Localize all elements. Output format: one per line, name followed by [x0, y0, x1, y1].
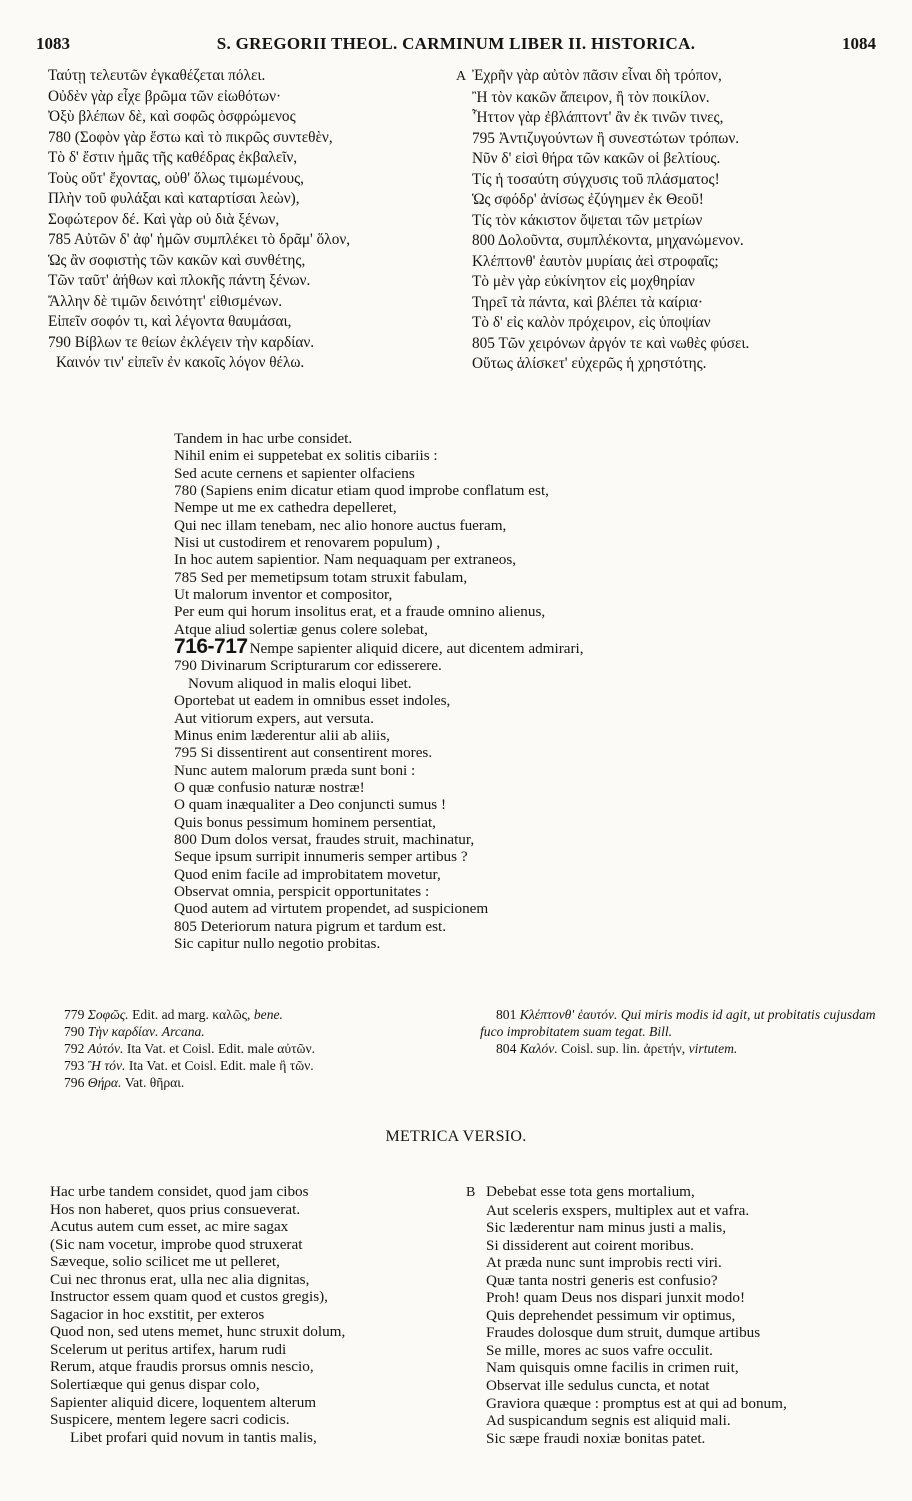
greek-line: Ταύτῃ τελευτῶν ἐγκαθέζεται πόλει. — [48, 67, 266, 84]
greek-text-right-column — [456, 66, 876, 375]
latin-line-text: Atque aliud solertiæ genus colere solebat, — [174, 620, 428, 638]
column-marker-b: B — [466, 1185, 476, 1200]
verse-line — [466, 1219, 896, 1237]
verse-line-text: Quæ tanta nostri generis est confusio? — [486, 1271, 718, 1289]
verse-line — [466, 1237, 896, 1255]
footnote-text: Qui miris modis id agit, ut probitatis cujusdam fuco improbitatem suam tegat. — [480, 1007, 876, 1039]
running-header — [36, 34, 876, 56]
latin-line-text: Sed acute cernens et sapienter olfaciens — [174, 464, 415, 482]
verse-line-text: Proh! quam Deus nos dispari junxit modo! — [486, 1289, 746, 1307]
footnote-number: 792 — [64, 1041, 85, 1056]
greek-line — [456, 272, 876, 293]
greek-line: Τῶν ταῦτ' ἀήθων καὶ πλοκῆς πάντη ξένων. — [48, 272, 311, 289]
latin-line — [174, 831, 814, 848]
footnote-text: Coisl. sup. lin. ἀρετήν, — [561, 1041, 686, 1056]
latin-line — [174, 762, 814, 779]
footnote-number: 796 — [64, 1075, 85, 1090]
verse-line: Instructor essem quam quod et custos gregis), — [50, 1288, 328, 1306]
footnote — [64, 1074, 476, 1091]
verse-line: Hos non haberet, quos prius consueverat. — [50, 1200, 301, 1218]
verse-line-text: Se mille, mores ac suos vafre occulit. — [486, 1341, 713, 1359]
greek-line-text: Τηρεῖ τὰ πάντα, καὶ βλέπει τὰ καίρια· — [472, 293, 704, 311]
verse-line: Sagacior in hoc exstitit, per exteros — [50, 1305, 265, 1323]
latin-line-text: 785 Sed per memetipsum totam struxit fabulam, — [174, 568, 468, 586]
footnote-text: Edit. ad marg. καλῶς, — [132, 1007, 251, 1022]
latin-line — [174, 603, 814, 620]
greek-line — [456, 108, 876, 129]
latin-line — [174, 517, 814, 534]
greek-line — [456, 231, 876, 252]
latin-line — [174, 569, 814, 586]
greek-line — [456, 129, 876, 150]
page-number-left: 1083 — [36, 34, 70, 53]
footnote-text: Ita Vat. et Coisl. Edit. male αὐτῶν. — [126, 1041, 316, 1056]
verse-line — [466, 1202, 896, 1220]
latin-line — [174, 918, 814, 935]
footnotes-right — [480, 1006, 900, 1057]
footnote-tail: bene. — [253, 1007, 283, 1022]
latin-line-text: Aut vitiorum expers, aut versuta. — [174, 709, 374, 727]
latin-line-text: Nihil enim ei suppetebat ex solitis cibariis : — [174, 447, 438, 465]
footnote — [64, 1006, 476, 1023]
greek-line — [456, 66, 876, 88]
footnote-lemma: Σοφῶς. — [87, 1007, 129, 1022]
latin-line-text: 800 Dum dolos versat, fraudes struit, machinatur, — [174, 830, 475, 848]
verse-line-text: Nam quisquis omne facilis in crimen ruit, — [486, 1359, 739, 1377]
latin-line-text: Quis bonus pessimum hominem persentiat, — [174, 813, 436, 831]
verse-line-text: Ad suspicandum segnis est aliquid mali. — [486, 1412, 731, 1430]
greek-line — [456, 149, 876, 170]
verse-line: Libet profari quid novum in tantis malis, — [70, 1428, 317, 1446]
latin-line-text: Quod autem ad virtutem propendet, ad suspicionem — [174, 900, 489, 918]
greek-line-text: Ἢ τὸν κακῶν ἄπειρον, ἢ τὸν ποικίλον. — [472, 88, 710, 106]
metrical-version-right-column — [466, 1183, 896, 1447]
greek-line-text: Τὸ δ' εἰς καλὸν πρόχειρον, εἰς ὑποψίαν — [472, 314, 711, 331]
latin-line — [174, 482, 814, 499]
latin-line-text: Nisi ut custodirem et renovarem populum) , — [174, 534, 441, 552]
latin-line — [174, 499, 814, 516]
verse-line: (Sic nam vocetur, improbe quod struxerat — [50, 1235, 303, 1253]
latin-line — [174, 710, 814, 727]
column-marker-a: A — [456, 69, 467, 84]
latin-line-text: 795 Si dissentirent aut consentirent mores. — [174, 744, 433, 762]
latin-line-text: Nempe ut me ex cathedra depelleret, — [174, 499, 397, 517]
footnote-tail: Arcana. — [161, 1024, 205, 1039]
verse-line: Solertiæque qui genus dispar colo, — [50, 1376, 260, 1394]
greek-line-text: Νῦν δ' εἰσὶ θήρα τῶν κακῶν οἱ βελτίους. — [472, 150, 721, 167]
latin-line — [174, 551, 814, 568]
latin-line-text: Ut malorum inventor et compositor, — [174, 586, 393, 604]
latin-line — [174, 900, 814, 917]
footnote — [64, 1057, 476, 1074]
latin-line-text: Novum aliquod in malis eloqui libet. — [188, 674, 412, 692]
latin-line-text: Seque ipsum surripit innumeris semper artibus ? — [174, 848, 468, 866]
greek-line-text: Οὕτως ἁλίσκετ' εὐχερῶς ἡ χρηστότης. — [472, 355, 707, 372]
greek-line-text: Ἧττον γὰρ ἐβλάπτοντ' ἂν ἐκ τινῶν τινες, — [472, 109, 724, 126]
latin-line-text: 780 (Sapiens enim dicatur etiam quod improbe conflatum est, — [174, 482, 549, 500]
greek-line — [456, 88, 876, 109]
greek-line: 785 Αὐτῶν δ' ἀφ' ἡμῶν συμπλέκει τὸ δρᾶμ' ὅλον, — [48, 231, 351, 248]
column-numbers: 716-717 — [174, 635, 248, 659]
latin-line-text: Sic capitur nullo negotio probitas. — [174, 934, 381, 952]
latin-line — [174, 675, 814, 692]
footnote-tail: Bill. — [649, 1024, 673, 1039]
greek-line — [456, 190, 876, 211]
footnote-number: 790 — [64, 1024, 85, 1039]
greek-line-text: Ὡς σφόδρ' ἀνίσως ἐζύγημεν ἐκ Θεοῦ! — [472, 191, 704, 208]
verse-line-text: Observat ille sedulus cuncta, et notat — [486, 1377, 710, 1395]
greek-line-text: Ἐχρῆν γὰρ αὐτὸν πᾶσιν εἶναι δὴ τρόπον, — [472, 67, 722, 84]
latin-line — [174, 935, 814, 952]
latin-line — [174, 866, 814, 883]
latin-line-text: 805 Deteriorum natura pigrum et tardum est. — [174, 917, 447, 935]
latin-line — [174, 621, 814, 638]
latin-line-text: Quod enim facile ad improbitatem movetur, — [174, 865, 441, 883]
footnote — [64, 1040, 476, 1057]
verse-line-text: Aut sceleris exspers, multiplex aut et vafra. — [486, 1201, 750, 1219]
latin-line-text: Observat omnia, perspicit opportunitates : — [174, 882, 430, 900]
footnote-lemma: Καλόν. — [519, 1041, 558, 1056]
latin-line-text: O quæ confusio naturæ nostræ! — [174, 778, 365, 796]
verse-line — [466, 1377, 896, 1395]
footnote — [480, 1040, 900, 1057]
verse-line — [466, 1289, 896, 1307]
verse-line-text: At præda nunc sunt improbis recti viri. — [486, 1254, 722, 1272]
verse-line — [466, 1307, 896, 1325]
greek-line-text: 800 Δολοῦντα, συμπλέκοντα, μηχανώμενον. — [472, 232, 744, 249]
verse-line: Sæveque, solio scilicet me ut pelleret, — [50, 1253, 280, 1271]
latin-line-text: Qui nec illam tenebam, nec alio honore auctus fueram, — [174, 516, 507, 534]
greek-line: 790 Βίβλων τε θείων ἐκλέγειν τὴν καρδίαν. — [48, 333, 315, 351]
greek-line: Οὐδὲν γὰρ εἶχε βρῶμα τῶν εἰωθότων· — [48, 87, 282, 105]
verse-line: Cui nec thronus erat, ulla nec alia dignitas, — [50, 1270, 310, 1288]
verse-line — [466, 1324, 896, 1342]
footnote-lemma: Ἢ τόν. — [87, 1058, 126, 1073]
greek-line: Ὀξὺ βλέπων δὲ, καὶ σοφῶς ὀσφρώμενος — [48, 108, 296, 125]
greek-line: 780 (Σοφὸν γὰρ ἔστω καὶ τὸ πικρῶς συντεθὲν, — [48, 128, 333, 146]
verse-line — [466, 1395, 896, 1413]
footnote-lemma: Θήρα. — [87, 1075, 122, 1090]
latin-line — [174, 635, 814, 659]
greek-line: Ἄλλην δὲ τιμῶν δεινότητ' εἰθισμένων. — [48, 292, 283, 310]
verse-line: Quod non, sed utens memet, hunc struxit dolum, — [50, 1323, 346, 1341]
greek-line — [456, 313, 876, 334]
latin-line-text: Minus enim læderentur alii ab aliis, — [174, 726, 390, 744]
latin-line — [174, 534, 814, 551]
latin-prose-translation — [174, 430, 814, 952]
greek-line: Σοφώτερον δέ. Καὶ γὰρ οὐ διὰ ξένων, — [48, 210, 280, 228]
footnote-number: 779 — [64, 1007, 85, 1022]
verse-line — [466, 1272, 896, 1290]
verse-line — [466, 1183, 896, 1202]
latin-line — [174, 657, 814, 674]
verse-line: Hac urbe tandem considet, quod jam cibos — [50, 1183, 309, 1200]
verse-line-text: Fraudes dolosque dum struit, dumque artibus — [486, 1324, 761, 1342]
verse-line-text: Sic læderentur nam minus justi a malis, — [486, 1219, 727, 1237]
latin-line — [174, 447, 814, 464]
greek-text-left-column — [48, 66, 458, 374]
latin-line-text: Nempe sapienter aliquid dicere, aut dicentem admirari, — [249, 640, 584, 658]
footnote-number: 793 — [64, 1058, 85, 1073]
latin-line-text: Tandem in hac urbe considet. — [174, 430, 353, 447]
footnote — [64, 1023, 476, 1040]
verse-line: Suspicere, mentem legere sacri codicis. — [50, 1411, 290, 1429]
greek-line — [456, 252, 876, 273]
verse-line — [466, 1342, 896, 1360]
verse-line-text: Graviora quæque : promptus est at qui ad bonum, — [486, 1394, 787, 1412]
footnote-lemma: Τὴν καρδίαν. — [87, 1024, 159, 1039]
verse-line — [466, 1254, 896, 1272]
greek-line: Εἰπεῖν σοφόν τι, καὶ λέγοντα θαυμάσαι, — [48, 313, 292, 330]
latin-line — [174, 814, 814, 831]
metrical-version-left-column — [50, 1183, 470, 1446]
verse-line-text: Quis deprehendet pessimum vir optimus, — [486, 1306, 736, 1324]
verse-line: Scelerum ut peritus artifex, harum rudi — [50, 1340, 287, 1358]
footnote — [480, 1006, 900, 1040]
latin-line — [174, 848, 814, 865]
latin-line — [174, 744, 814, 761]
greek-line: Πλὴν τοῦ φυλάξαι καὶ καταρτίσαι λεὼν), — [48, 190, 300, 207]
greek-line: Καινόν τιν' εἰπεῖν ἐν κακοῖς λόγον θέλω. — [56, 354, 305, 371]
greek-line — [456, 170, 876, 191]
footnote-lemma: Αὐτόν. — [87, 1041, 124, 1056]
latin-line — [174, 779, 814, 796]
latin-line-text: 790 Divinarum Scripturarum cor edisserere. — [174, 657, 442, 675]
latin-line — [174, 586, 814, 603]
greek-line — [456, 293, 876, 314]
verse-line-text: Debebat esse tota gens mortalium, — [486, 1183, 695, 1200]
footnote-text: Ita Vat. et Coisl. Edit. male ἢ τῶν. — [128, 1058, 314, 1073]
latin-line-text: Oportebat ut eadem in omnibus esset indoles, — [174, 692, 451, 710]
greek-line — [456, 354, 876, 375]
verse-line-text: Si dissiderent aut coirent moribus. — [486, 1236, 694, 1254]
footnote-number: 804 — [496, 1041, 517, 1056]
greek-line-text: 795 Ἀντιζυγούντων ἢ συνεστώτων τρόπων. — [472, 129, 740, 147]
latin-line — [174, 692, 814, 709]
greek-line-text: Κλέπτονθ' ἑαυτὸν μυρίαις ἀεὶ στροφαῖς; — [472, 252, 719, 270]
greek-line-text: Τὸ μὲν γὰρ εὐκίνητον εἰς μοχθηρίαν — [472, 273, 695, 290]
latin-line-text: In hoc autem sapientior. Nam nequaquam per extraneos, — [174, 551, 517, 569]
footnote-text: Vat. θῆραι. — [124, 1075, 185, 1090]
verse-line — [466, 1430, 896, 1448]
latin-line — [174, 465, 814, 482]
footnote-number: 801 — [496, 1007, 517, 1022]
greek-line: Ὡς ἂν σοφιστὴς τῶν κακῶν καὶ συνθέτης, — [48, 251, 306, 269]
greek-line — [456, 334, 876, 355]
latin-line — [174, 430, 814, 447]
greek-line-text: Τίς τὸν κάκιστον ὄψεται τῶν μετρίων — [472, 211, 703, 229]
latin-line — [174, 883, 814, 900]
verse-line — [466, 1359, 896, 1377]
greek-line-text: 805 Τῶν χειρόνων ἀργόν τε καὶ νωθὲς φύσει. — [472, 334, 750, 352]
greek-line — [456, 211, 876, 232]
running-title: S. GREGORII THEOL. CARMINUM LIBER II. HISTORICA. — [216, 34, 696, 53]
latin-line — [174, 727, 814, 744]
metrica-versio-heading: METRICA VERSIO. — [385, 1128, 527, 1145]
footnotes-left — [64, 1006, 476, 1091]
latin-line — [174, 796, 814, 813]
verse-line: Rerum, atque fraudis prorsus omnis nescio, — [50, 1358, 314, 1376]
verse-line: Acutus autem cum esset, ac mire sagax — [50, 1218, 289, 1236]
latin-line-text: O quam inæqualiter a Deo conjuncti sumus ! — [174, 796, 447, 814]
footnote-lemma: Κλέπτονθ' ἑαυτόν. — [519, 1007, 618, 1022]
latin-line-text: Per eum qui horum insolitus erat, et a fraude omnino alienus, — [174, 603, 546, 621]
page-number-right: 1084 — [842, 34, 876, 53]
greek-line: Τὸ δ' ἔστιν ἡμᾶς τῆς καθέδρας ἐκβαλεῖν, — [48, 149, 298, 166]
latin-line-text: Nunc autem malorum præda sunt boni : — [174, 761, 416, 779]
footnote-tail: virtutem. — [688, 1041, 738, 1056]
verse-line: Sapienter aliquid dicere, loquentem alterum — [50, 1393, 317, 1411]
verse-line — [466, 1412, 896, 1430]
greek-line: Τοὺς οὔτ' ἔχοντας, οὐθ' ὅλως τιμωμένους, — [48, 169, 304, 187]
greek-line-text: Τίς ἡ τοσαύτη σύγχυσις τοῦ πλάσματος! — [472, 170, 720, 188]
verse-line-text: Sic sæpe fraudi noxiæ bonitas patet. — [486, 1429, 706, 1447]
